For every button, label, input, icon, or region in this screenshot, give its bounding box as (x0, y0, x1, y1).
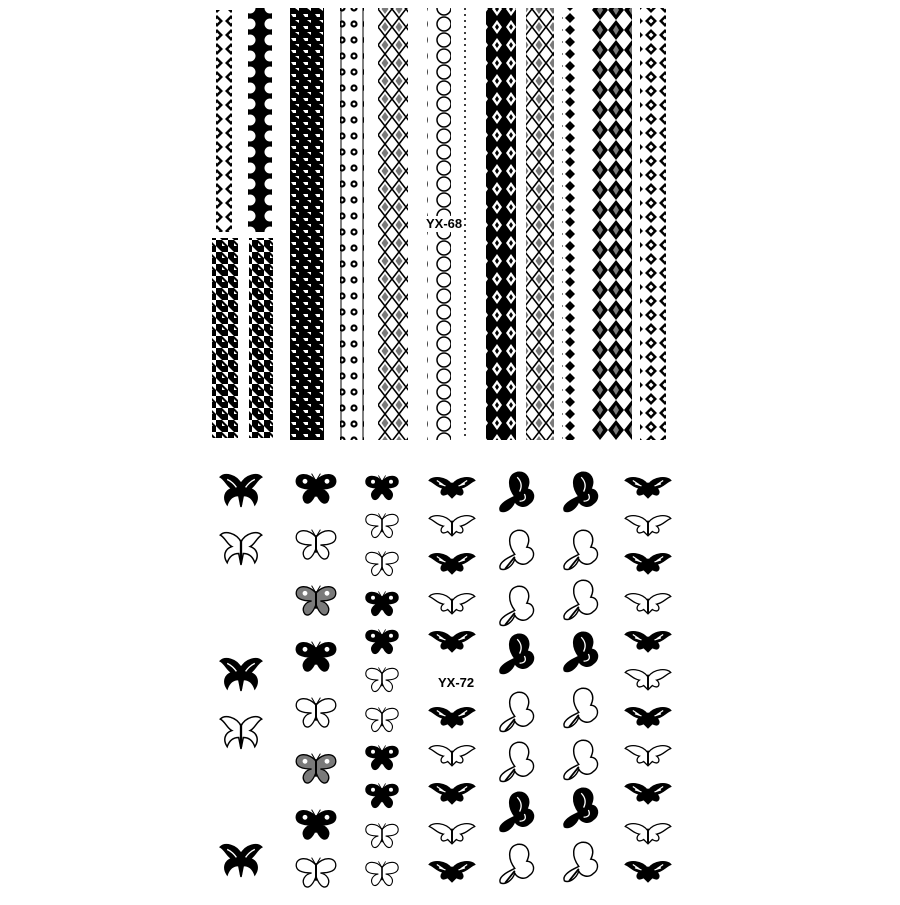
strip-diamond-chain-a (216, 10, 232, 232)
strip-hound-b (249, 238, 273, 438)
strip-hound-dark (290, 8, 324, 440)
strip-big-diamond (592, 8, 632, 440)
butterfly-col-2 (296, 474, 336, 887)
butterfly-col-1 (220, 475, 261, 877)
strip-dot-circle (340, 8, 364, 440)
butterfly-col-3 (366, 475, 398, 885)
sheet-code-top: YX-68 (426, 216, 463, 231)
strip-diamond-solid-a (562, 8, 576, 440)
strip-argyle (378, 8, 408, 440)
butterfly-col-7 (625, 478, 671, 882)
sheet-code-bottom: YX-72 (438, 675, 475, 690)
strip-hound-a (212, 238, 238, 438)
strip-black-diamond (486, 8, 516, 440)
butterfly-col-5 (500, 472, 534, 883)
strip-argyle-b (526, 8, 554, 440)
butterfly-col-6 (564, 472, 598, 881)
strip-diamond-chain-b (640, 8, 666, 440)
strip-film-circles (248, 8, 272, 232)
